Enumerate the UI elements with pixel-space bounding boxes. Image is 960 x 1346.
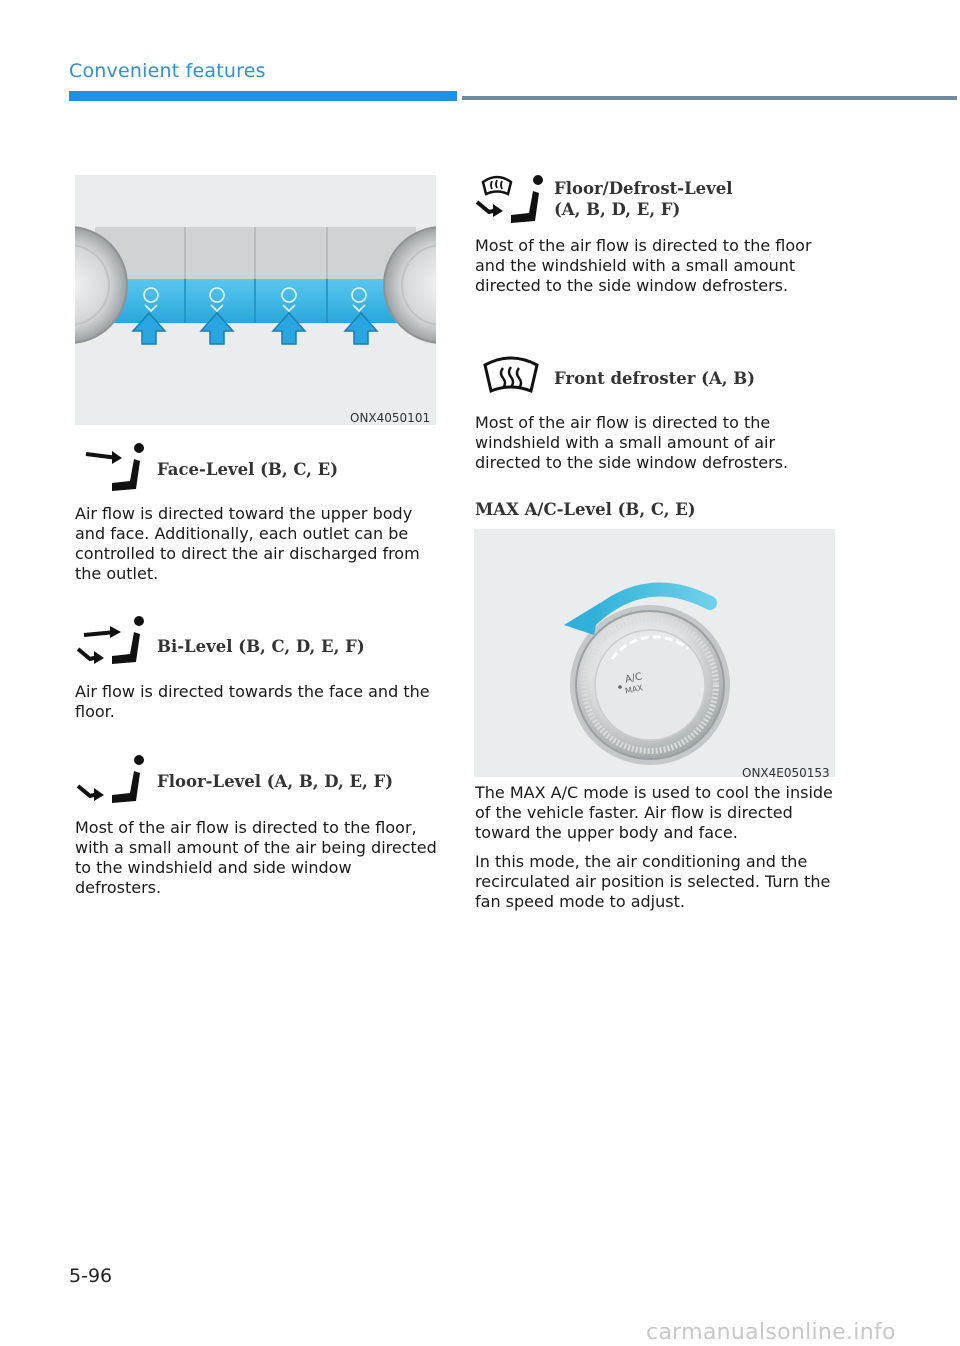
floor-level-paragraph: Most of the air flow is directed to the floor, with a small amount of the air being directed to the windshield and side window defrosters. <box>75 818 437 897</box>
max-ac-knob-photo <box>474 529 835 777</box>
max-ac-figure-code: ONX4E050153 <box>742 766 830 780</box>
floor-level-title: Floor-Level (A, B, D, E, F) <box>157 772 394 791</box>
climate-panel-photo <box>75 175 436 425</box>
face-level-paragraph: Air flow is directed toward the upper body and face. Additionally, each outlet can be controlled to direct the air discharged from the outlet. <box>75 504 420 583</box>
knob-label-ac: A/C <box>624 671 644 686</box>
front-defroster-text <box>475 413 835 473</box>
floor-defrost-level-title <box>554 178 733 220</box>
max-ac-paragraph-2: In this mode, the air conditioning and the recirculated air position is selected. Turn the fan speed mode to adjust. <box>475 852 831 911</box>
bi-level-title: Bi-Level (B, C, D, E, F) <box>157 637 365 656</box>
floor-defrost-title-line2: (A, B, D, E, F) <box>554 200 681 219</box>
floor-defrost-level-text <box>475 236 815 296</box>
section-title: Convenient features <box>69 60 266 82</box>
front-defroster-title: Front defroster (A, B) <box>554 369 756 388</box>
header-rule-blue <box>69 91 457 101</box>
bi-level-text <box>75 682 435 722</box>
knob-label-max: MAX <box>624 683 644 696</box>
floor-defrost-title-line1: Floor/Defrost-Level <box>554 179 733 198</box>
page-number: 5-96 <box>69 1265 113 1287</box>
max-ac-paragraph-1: The MAX A/C mode is used to cool the inside of the vehicle faster. Air flow is directed toward the upper body and face. <box>475 783 833 842</box>
figure-code: ONX4050101 <box>350 411 431 425</box>
watermark: carmanualsonline.info <box>646 1320 896 1345</box>
max-ac-heading: MAX A/C-Level (B, C, E) <box>475 500 696 519</box>
face-level-icon <box>82 441 152 501</box>
front-defroster-paragraph: Most of the air flow is directed to the windshield with a small amount of air directed to the side window defrosters. <box>475 413 789 472</box>
bi-level-paragraph: Air flow is directed towards the face and the floor. <box>75 682 430 721</box>
bi-level-icon <box>76 613 152 673</box>
floor-defrost-level-icon <box>475 170 551 230</box>
floor-level-icon <box>76 752 152 812</box>
front-defroster-icon <box>481 355 541 403</box>
header-rule-gray <box>462 96 957 100</box>
floor-level-text <box>75 818 439 898</box>
floor-defrost-paragraph: Most of the air flow is directed to the floor and the windshield with a small amount directed to the side window defrosters. <box>475 236 812 295</box>
face-level-text <box>75 504 435 584</box>
max-ac-text <box>475 783 837 912</box>
face-level-title: Face-Level (B, C, E) <box>157 460 339 479</box>
